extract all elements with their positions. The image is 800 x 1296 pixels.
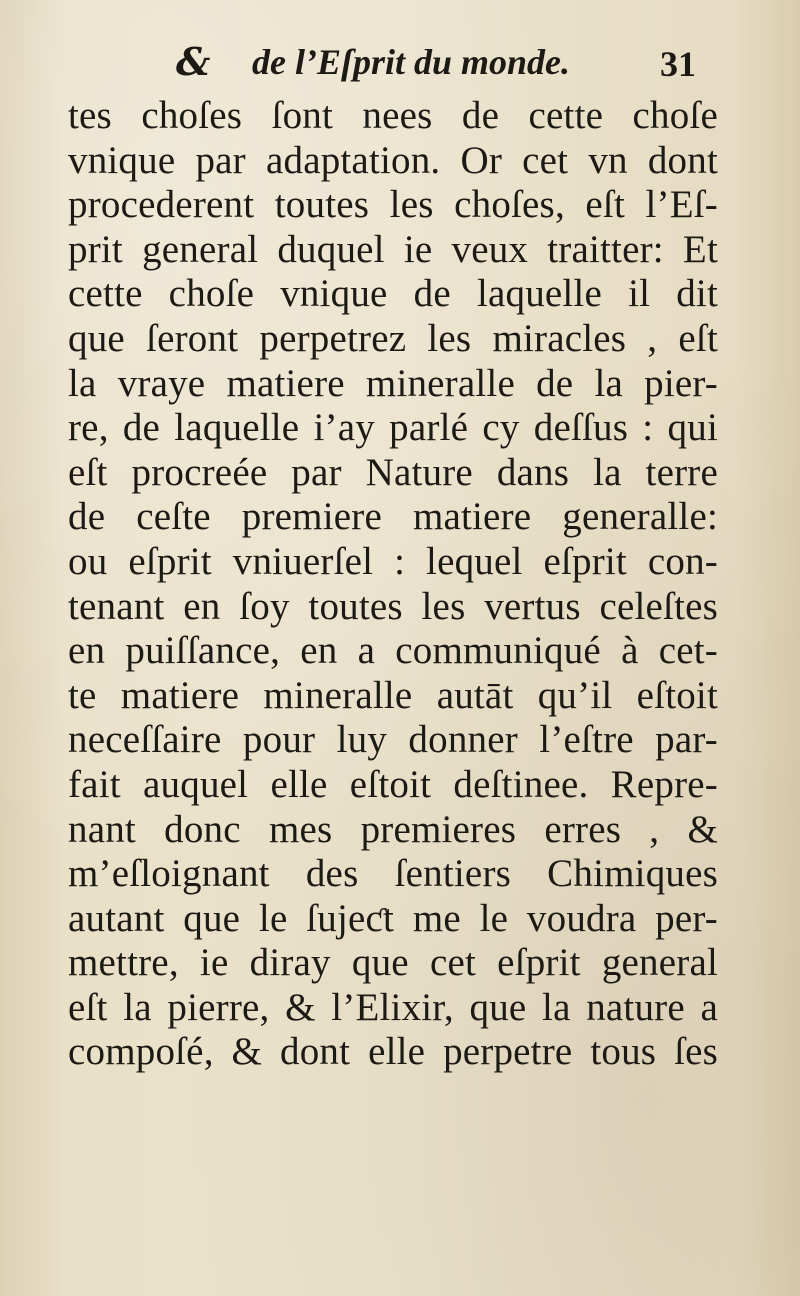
text-line: cette choſe vnique de laquelle il dit [68,272,718,316]
text-line: que ſeront perpetrez les miracles , eſt [68,316,718,360]
text-line: procederent toutes les choſes, eſt l’Eſ- [68,183,718,227]
text-line: eſt procreée par Nature dans la terre [68,450,718,494]
text-line: prit general duquel ie veux traitter: Et [68,227,718,271]
body-text [68,94,718,1075]
text-line: en puiſſance, en a communiqué à cet- [68,629,718,673]
text-line: te matiere mineralle autāt qu’il eſtoit [68,673,718,717]
page-header [0,34,800,94]
text-line: vnique par adaptation. Or cet vn dont [68,138,718,182]
text-line: autant que le ſujeƈt me le voudra per- [68,896,718,940]
text-line: neceſſaire pour luy donner l’eſtre par- [68,718,718,762]
text-line: tenant en ſoy toutes les vertus celeſtes [68,584,718,628]
text-line: la vraye matiere mineralle de la pier- [68,361,718,405]
text-line: nant donc mes premieres erres , & [68,807,718,851]
text-line: m’eſloignant des ſentiers Chimiques [68,852,718,896]
text-line: re, de laquelle i’ay parlé cy deſſus : qui [68,406,718,450]
text-line: mettre, ie diray que cet eſprit general [68,941,718,985]
ornament-glyph: & [176,39,211,84]
running-head: de l’Eſprit du monde. [252,42,571,82]
page-number: 31 [660,44,696,84]
text-line: ou eſprit vniuerſel : lequel eſprit con- [68,539,718,583]
text-line: eſt la pierre, & l’Elixir, que la nature a [68,985,718,1029]
text-line: compoſé, & dont elle perpetre tous ſes [68,1030,718,1074]
text-line: tes choſes ſont nees de cette choſe [68,94,718,137]
text-line: fait auquel elle eſtoit deſtinee. Repre- [68,762,718,806]
text-line: de ceſte premiere matiere generalle: [68,495,718,539]
